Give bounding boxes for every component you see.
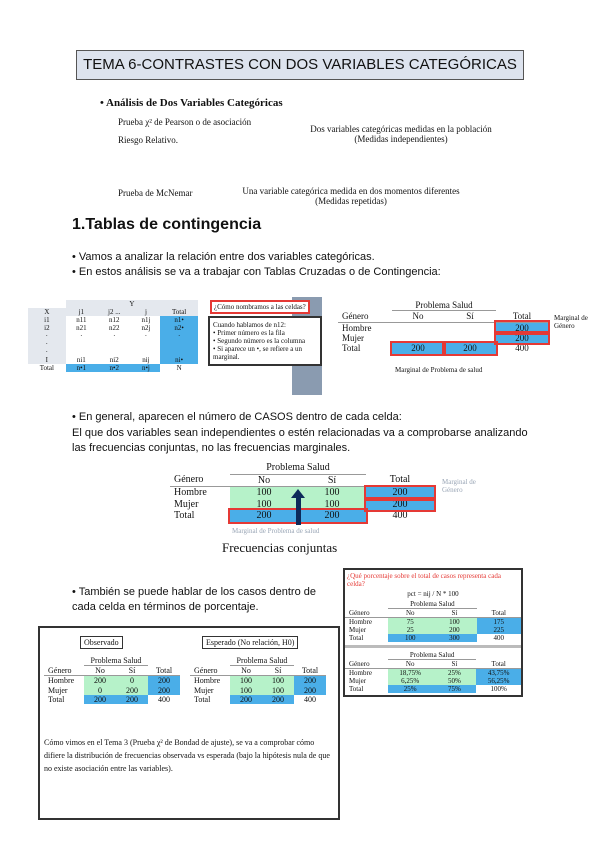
table-row: [170, 510, 434, 522]
cell: n22: [109, 324, 120, 333]
cell: ·: [28, 348, 66, 356]
closing-paragraph: Cómo vimos en el Tema 3 (Prueba χ² de Bondad de ajuste), se va a comprobar cómo difiere la distribución de frecuencias observada vs esperada (bajo la hipótesis nula de que no existe asociación entre las variables).: [44, 738, 330, 773]
col-header: Sí: [451, 660, 458, 669]
table-header: Problema Salud: [392, 300, 496, 311]
expected-label: Esperado (No relación, H0): [202, 636, 298, 649]
cell: 200: [366, 487, 434, 499]
cell: Mujer: [349, 677, 367, 686]
cell: 0: [84, 686, 116, 695]
cell: Mujer: [342, 333, 364, 344]
col-header: Sí: [128, 666, 136, 676]
note-text: Dos variables categóricas medidas en la población: [310, 124, 492, 134]
cell: 400: [493, 634, 504, 643]
cell: Hombre: [349, 618, 372, 627]
cell: I: [28, 356, 66, 364]
cell: 100: [298, 487, 366, 499]
cell: 0: [116, 676, 148, 686]
cell: Hombre: [194, 676, 221, 686]
cell: nij: [142, 356, 150, 365]
table-row: [28, 316, 198, 324]
percentage-formula: pct = nij / N * 100: [407, 590, 459, 598]
table-row: [170, 499, 434, 511]
cell: N: [176, 364, 182, 373]
cell: [97, 348, 132, 356]
col-header: No: [412, 311, 424, 322]
col-header: Género: [174, 474, 204, 486]
cell: 25%: [433, 669, 477, 678]
cell: [66, 348, 97, 356]
col-header: Total: [512, 311, 532, 322]
cell: [444, 333, 496, 343]
callout-lead: Cuando hablamos de n12:: [213, 321, 286, 329]
col-header: j1: [78, 308, 85, 317]
col-header: j2 ...: [108, 308, 121, 317]
marginal-table: [338, 300, 548, 354]
cell: ni1: [76, 356, 86, 365]
cell: [132, 340, 161, 348]
table-row: [190, 695, 326, 704]
cell: [392, 322, 444, 333]
table-row: [338, 333, 548, 343]
percentage-panel: [343, 568, 523, 697]
cell: ·: [113, 332, 116, 341]
cell: 25%: [388, 685, 433, 693]
cell: Mujer: [194, 685, 214, 695]
cell: Total: [342, 343, 361, 354]
table-header: Problema Salud: [230, 656, 294, 666]
col-header: Sí: [274, 666, 282, 676]
table-row: [44, 686, 180, 695]
cell: 75: [388, 618, 432, 627]
col-header: No: [257, 474, 271, 486]
table-row: [345, 677, 521, 685]
cell: i1: [28, 316, 66, 324]
cell: ·: [80, 332, 83, 341]
cell: ·: [144, 332, 148, 341]
cell: 200: [294, 676, 326, 686]
table-row: [28, 332, 198, 340]
table-header: Problema Salud: [230, 462, 366, 474]
y-header: Y: [66, 300, 198, 308]
cell: 225: [477, 626, 521, 634]
marginal-problema-label: Marginal de Problema de salud: [395, 366, 483, 374]
cell: [97, 340, 132, 348]
intro-item: Prueba de McNemar: [118, 188, 193, 198]
col-header: Género: [342, 311, 369, 322]
cell: 50%: [433, 677, 477, 685]
table-row: [44, 695, 180, 704]
generic-contingency-table: [28, 300, 198, 372]
table-row: [190, 676, 326, 686]
cell: 56,25%: [476, 677, 521, 685]
col-header: No: [405, 660, 415, 669]
cell: 43,75%: [476, 669, 521, 678]
marg-table: [338, 300, 548, 354]
cell: 100: [298, 499, 366, 511]
cell: 100: [432, 618, 476, 627]
cell: n•2: [97, 364, 132, 372]
cell: ·: [160, 332, 198, 340]
table-row: [345, 626, 521, 634]
col-header: Género: [194, 665, 218, 675]
table-row: [338, 322, 548, 333]
cell: 400: [304, 694, 316, 704]
callout-box: [208, 316, 322, 366]
note-text: Una variable categórica medida en dos momentos diferentes: [242, 186, 460, 196]
cell: n21: [76, 324, 87, 333]
col-header: No: [241, 666, 251, 676]
observed-label: Observado: [80, 636, 123, 649]
cell: ·: [28, 332, 66, 340]
cell: 200: [262, 695, 294, 704]
cell: 100: [262, 686, 294, 695]
cell: Total: [48, 694, 65, 704]
col-header: No: [405, 609, 415, 618]
cell: 100: [262, 676, 294, 686]
cell: Hombre: [174, 487, 207, 498]
cell: Total: [174, 510, 195, 521]
cell: 100: [230, 686, 262, 695]
cell: n•j: [132, 364, 161, 372]
note-text: (Medidas repetidas): [315, 196, 387, 206]
col-header: No: [95, 666, 105, 676]
col-header: Género: [349, 608, 370, 617]
note-text: (Medidas independientes): [354, 134, 448, 144]
intro-heading-text: Análisis de Dos Variables Categóricas: [106, 97, 283, 109]
cell: 200: [294, 686, 326, 695]
cell: 175: [477, 618, 521, 627]
cell: n•1: [66, 364, 97, 372]
callout-item: • Si aparece un •, se refiere a un marginal.: [213, 345, 303, 361]
pct-table: [345, 600, 521, 642]
arrow-up-icon: [296, 497, 301, 525]
cell: Hombre: [48, 676, 75, 686]
cell: i2: [28, 324, 66, 332]
table-row: [28, 356, 198, 364]
cell: [66, 340, 97, 348]
cell: 200: [366, 499, 434, 511]
percentage-question: ¿Qué porcentaje sobre el total de casos representa cada celda?: [347, 572, 501, 588]
cell: Total: [349, 634, 364, 643]
marginal-problema-label: Marginal de Problema de salud: [232, 527, 320, 535]
cell: [160, 348, 198, 356]
cell: Mujer: [48, 685, 68, 695]
cell: n1j: [141, 316, 151, 325]
cell: n11: [76, 316, 87, 325]
obs-table: [44, 656, 180, 704]
note-independent: [296, 124, 506, 144]
cell: 100: [388, 634, 432, 642]
observed-expected-panel: [38, 626, 340, 820]
x-header: X: [44, 308, 50, 317]
cell: Hombre: [342, 322, 372, 333]
col-header: Sí: [327, 474, 337, 486]
joint-caption: Frecuencias conjuntas: [222, 540, 338, 555]
cell: 25: [388, 626, 432, 634]
table-row: [28, 348, 198, 356]
cell: 100: [230, 487, 298, 499]
col-header: Género: [48, 665, 72, 675]
cell: Mujer: [174, 498, 199, 510]
cell: Total: [194, 694, 211, 704]
paragraph: • En estos análisis se va a trabajar con Tablas Cruzadas o de Contingencia:: [72, 266, 441, 278]
cell: 200: [84, 676, 116, 686]
callout-item-text: Si aparece un •, se refiere a un marginal.: [213, 345, 303, 361]
col-header: Género: [349, 660, 370, 669]
cell: 200: [116, 695, 148, 704]
cell: 18,75%: [388, 669, 433, 678]
cell: 300: [432, 634, 476, 642]
callout-item: • Primer número es la fila: [213, 329, 285, 337]
table-row: [345, 685, 521, 693]
cell: 400: [392, 510, 408, 521]
table-row: [338, 343, 548, 353]
cell: 200: [148, 676, 180, 686]
marginal-genero-label: Marginal de Género: [554, 314, 588, 330]
table-row: [28, 340, 198, 348]
cell: 200: [148, 686, 180, 695]
paragraph: • Vamos a analizar la relación entre dos variables categóricas.: [72, 251, 375, 263]
cell: 200: [298, 510, 366, 522]
cell: [444, 322, 496, 333]
col-header: Sí: [451, 609, 458, 618]
cell: ni2: [109, 356, 119, 365]
table-row: [28, 324, 198, 332]
col-header: Total: [389, 474, 411, 486]
cell: 6,25%: [388, 677, 433, 685]
intro-heading: • Análisis de Dos Variables Categóricas: [100, 97, 283, 109]
cell: 200: [496, 322, 548, 333]
table-row: [44, 676, 180, 686]
col-header: Total: [491, 660, 506, 669]
paragraph: El que dos variables sean independientes o estén relacionadas va a comprobarse analizando las frecuencias conjuntas, no las frecuencias marginales.: [72, 427, 528, 454]
section-heading: 1.Tablas de contingencia: [72, 216, 262, 233]
col-header: Total: [301, 665, 319, 675]
col-header: j: [144, 308, 147, 317]
cell: n2j: [141, 324, 151, 333]
cell: 200: [496, 333, 548, 343]
intro-item: Prueba χ² de Pearson o de asociación: [118, 117, 252, 127]
cell: 400: [158, 694, 170, 704]
paragraph: • También se puede hablar de los casos dentro de cada celda en términos de porcentaje.: [72, 586, 316, 613]
col-header: Sí: [466, 311, 474, 322]
marginal-genero-label: Marginal de Género: [442, 478, 476, 494]
cell: 200: [432, 626, 476, 634]
cell: 200: [84, 695, 116, 704]
cell: 100: [230, 676, 262, 686]
callout-item-text: Primer número es la fila: [217, 329, 285, 337]
total-label: Total: [39, 364, 54, 373]
intro-item: Riesgo Relativo.: [118, 135, 178, 145]
cell: 75%: [433, 685, 477, 693]
cell: n2•: [160, 324, 198, 332]
note-repeated: [226, 186, 476, 206]
cell: Total: [349, 685, 364, 694]
cell: Hombre: [349, 669, 372, 678]
cell: n1•: [160, 316, 198, 324]
callout-item: • Segundo número es la columna: [213, 337, 306, 345]
table-row: [345, 618, 521, 627]
callout-title: ¿Cómo nombramos a las celdas?: [214, 303, 306, 311]
callout-item-text: Segundo número es la columna: [217, 337, 306, 345]
cell: 400: [515, 343, 529, 354]
table-header: Problema Salud: [388, 651, 476, 660]
pct-table: [345, 651, 521, 693]
cell: [160, 340, 198, 348]
cell: [132, 348, 161, 356]
cell: 200: [444, 343, 496, 353]
exp-table: [190, 656, 326, 704]
paragraph: • En general, aparecen el número de CASOS dentro de cada celda:: [72, 411, 402, 423]
cell: 200: [230, 695, 262, 704]
cell: 200: [392, 343, 444, 353]
cell: [392, 333, 444, 343]
col-header: Total: [491, 608, 506, 617]
table-row: [190, 686, 326, 695]
cell: 200: [116, 686, 148, 695]
table-row: [345, 634, 521, 642]
cell: 100: [230, 499, 298, 511]
table-row: [345, 669, 521, 678]
col-header: Total: [171, 308, 187, 317]
cell: n12: [109, 316, 120, 325]
table-header: Problema Salud: [388, 600, 476, 609]
cell: ni•: [160, 356, 198, 364]
table-header: Problema Salud: [84, 656, 148, 666]
col-header: Total: [155, 665, 173, 675]
cell: ·: [28, 340, 66, 348]
cell: 100%: [490, 685, 507, 694]
cell: 200: [230, 510, 298, 522]
page-title: TEMA 6-CONTRASTES CON DOS VARIABLES CATEGÓRICAS: [76, 50, 524, 80]
cell: Mujer: [349, 626, 367, 635]
